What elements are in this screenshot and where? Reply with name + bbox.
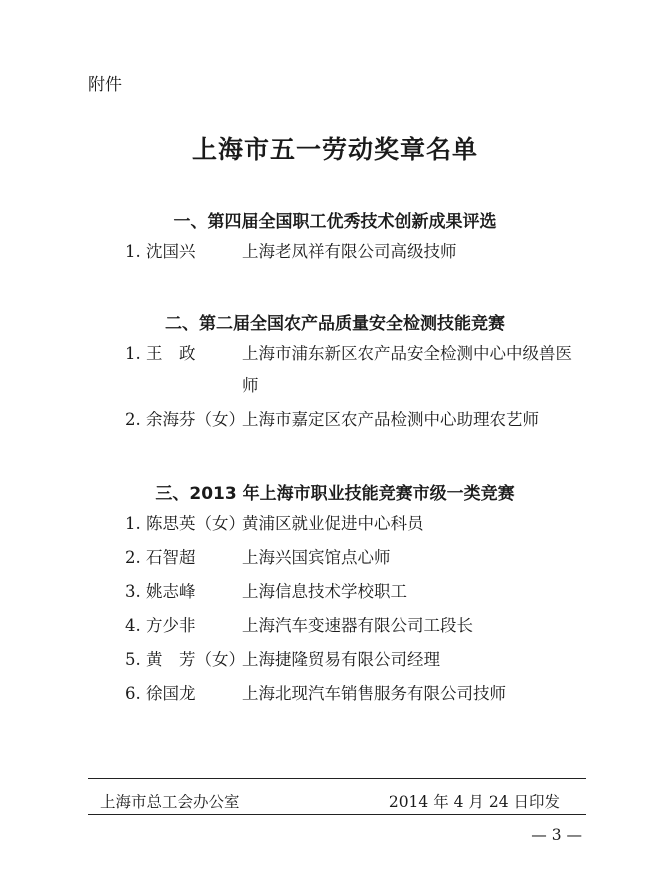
awardee-name: 3. 姚志峰 [125, 582, 196, 601]
awardee-affiliation: 上海捷隆贸易有限公司经理 [242, 650, 440, 669]
awardee-affiliation: 上海北现汽车销售服务有限公司技师 [242, 684, 506, 703]
awardee-name: 4. 方少非 [125, 616, 196, 635]
awardee-affiliation: 上海老凤祥有限公司高级技师 [242, 242, 457, 261]
section-heading-3: 三、2013 年上海市职业技能竞赛市级一类竞赛 [155, 484, 515, 504]
awardee-affiliation: 上海兴国宾馆点心师 [242, 548, 391, 567]
section-heading-2: 二、第二届全国农产品质量安全检测技能竞赛 [165, 314, 505, 334]
awardee-name: 1. 王 政 [125, 344, 196, 363]
awardee-affiliation: 上海市嘉定区农产品检测中心助理农艺师 [242, 410, 539, 429]
awardee-name: 1. 沈国兴 [125, 242, 196, 261]
document-title: 上海市五一劳动奖章名单 [191, 135, 478, 164]
awardee-affiliation: 黄浦区就业促进中心科员 [242, 514, 424, 533]
awardee-affiliation: 上海信息技术学校职工 [242, 582, 407, 601]
attachment-label: 附件 [88, 75, 122, 95]
awardee-name: 1. 陈思英（女） [125, 514, 245, 533]
awardee-name: 6. 徐国龙 [125, 684, 196, 703]
footer-bottom-rule [88, 814, 586, 815]
awardee-affiliation: 上海市浦东新区农产品安全检测中心中级兽医师 [242, 344, 572, 395]
awardee-name: 2. 石智超 [125, 548, 196, 567]
footer-top-rule [88, 778, 586, 779]
section-heading-1: 一、第四届全国职工优秀技术创新成果评选 [173, 212, 497, 232]
issue-date: 2014 年 4 月 24 日印发 [388, 793, 560, 811]
awardee-affiliation: 上海汽车变速器有限公司工段长 [242, 616, 473, 635]
issuer-label: 上海市总工会办公室 [100, 793, 240, 811]
awardee-name: 5. 黄 芳（女） [125, 650, 245, 669]
page-number: — 3 — [531, 826, 582, 844]
awardee-name: 2. 余海芬（女） [125, 410, 245, 429]
